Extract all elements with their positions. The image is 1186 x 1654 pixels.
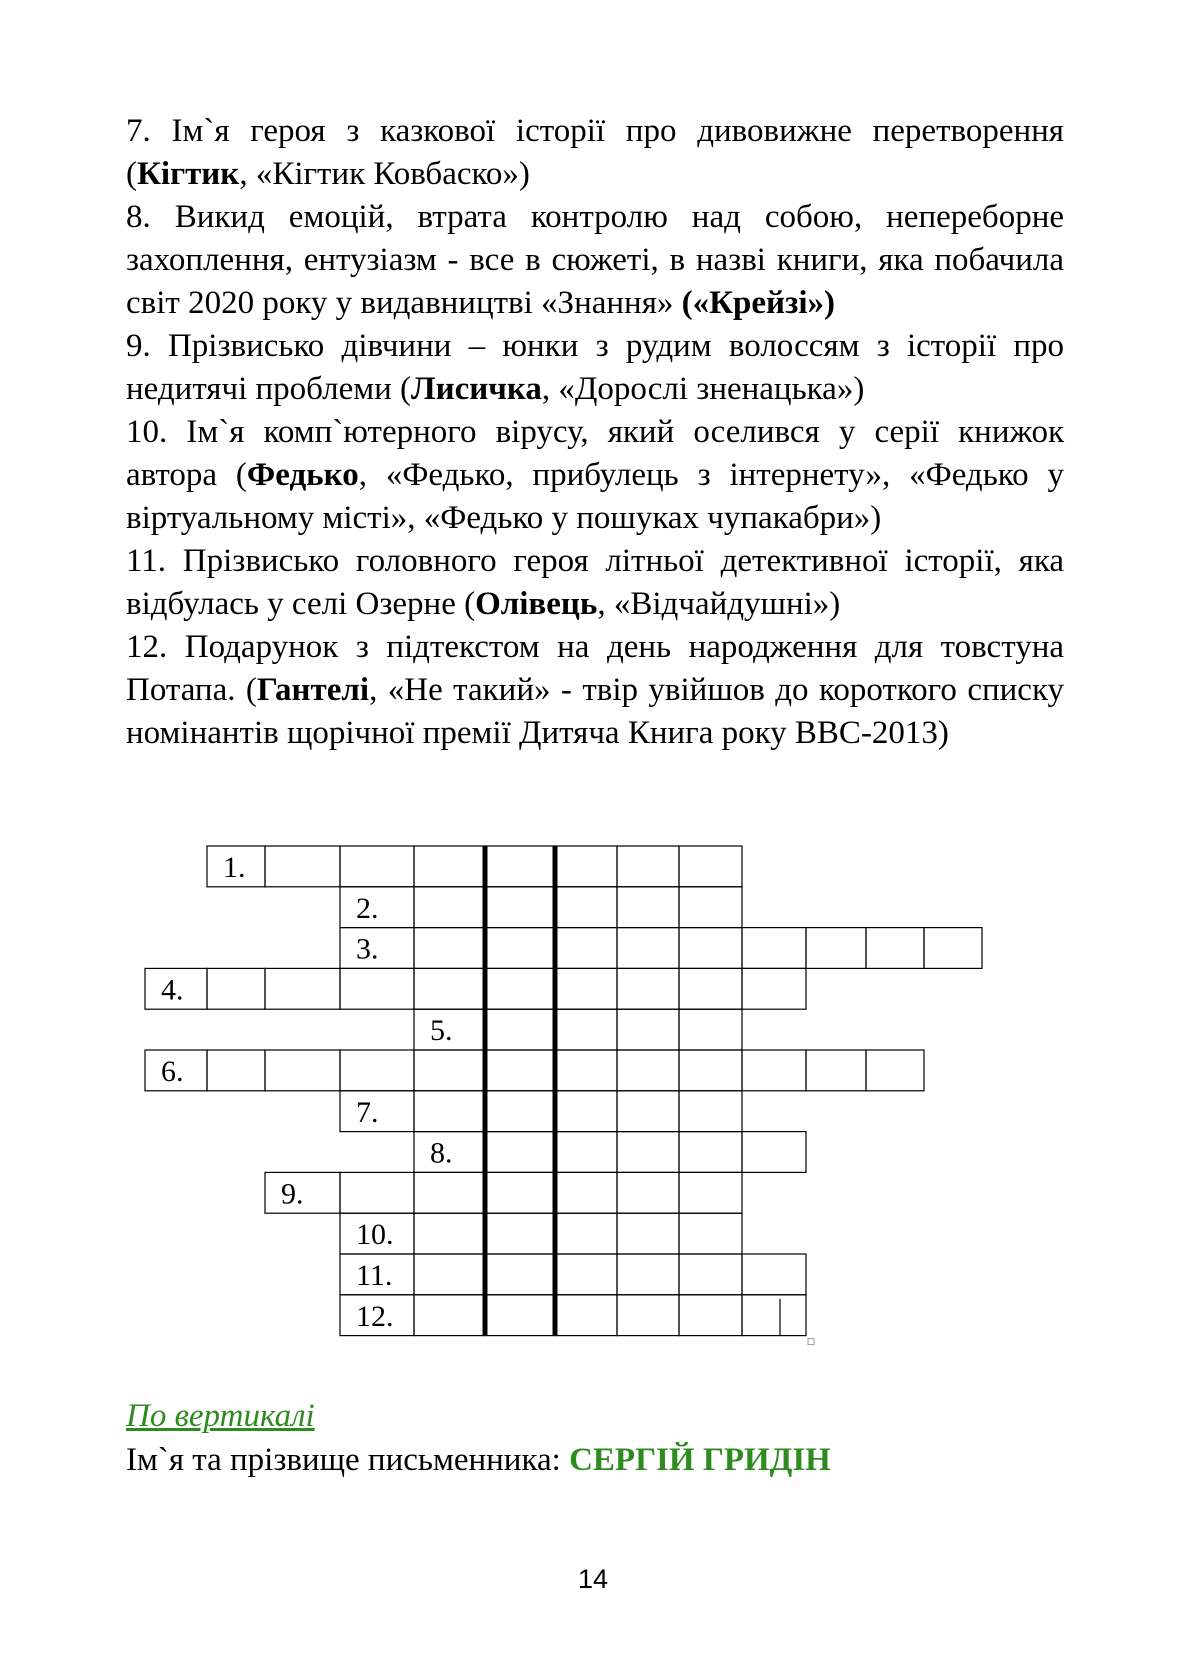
crossword-cell xyxy=(555,1172,617,1213)
crossword-cell xyxy=(679,928,742,969)
crossword-cell xyxy=(485,1213,555,1254)
vertical-clue xyxy=(126,1442,831,1479)
crossword-cell xyxy=(555,1050,617,1091)
crossword-cell xyxy=(555,1091,617,1132)
crossword-cell xyxy=(679,887,742,928)
crossword-cell xyxy=(414,928,485,969)
crossword-cell xyxy=(866,1050,924,1091)
clue-9: 9. Прізвисько дівчини – юнки з рудим волоссям з історії про недитячі проблеми (Лисичка, «Дорослі зненацька») xyxy=(126,328,1064,407)
crossword-cell xyxy=(485,1295,555,1336)
crossword-cell xyxy=(742,1254,806,1295)
crossword-cell xyxy=(679,1132,742,1173)
crossword-row-number: 12. xyxy=(356,1299,394,1333)
crossword-cell xyxy=(414,968,485,1009)
crossword-cell xyxy=(742,968,806,1009)
crossword-cell xyxy=(555,1213,617,1254)
clue-10: 10. Ім`я комп`ютерного вірусу, який оселився у серії книжок автора (Федько, «Федько, прибулець з інтернету», «Федько у віртуальному місті», «Федько у пошуках чупакабри») xyxy=(126,414,1064,536)
crossword-row-number: 3. xyxy=(356,932,379,966)
crossword-cell xyxy=(485,887,555,928)
crossword-cell xyxy=(866,928,924,969)
crossword-cell xyxy=(679,1172,742,1213)
crossword-row-number: 11. xyxy=(356,1259,393,1292)
crossword-cell xyxy=(414,1050,485,1091)
crossword-cell xyxy=(679,1254,742,1295)
clue-11: 11. Прізвисько головного героя літньої детективної історії, яка відбулась у селі Озерне (Олівець, «Відчайдушні») xyxy=(126,543,1064,622)
crossword-cell xyxy=(414,846,485,887)
vertical-heading: По вертикалі xyxy=(126,1398,315,1434)
crossword-row-number: 5. xyxy=(430,1014,453,1048)
crossword-cell xyxy=(617,1050,679,1091)
crossword-cell xyxy=(340,1172,414,1213)
crossword-cell xyxy=(485,1091,555,1132)
crossword-cell xyxy=(414,1295,485,1336)
clue-12: 12. Подарунок з підтекстом на день народження для товстуна Потапа. (Гантелі, «Не такий» - твір увійшов до короткого списку номінантів щорічної премії Дитяча Книга року ВВС-2013) xyxy=(126,629,1065,751)
clue-answer: Федько xyxy=(246,457,359,493)
crossword-cell xyxy=(485,1172,555,1213)
crossword-cell xyxy=(414,1091,485,1132)
crossword-cell xyxy=(679,968,742,1009)
clue-answer: Гантелі xyxy=(256,672,370,708)
crossword-row-number: 8. xyxy=(430,1136,453,1170)
clue-8: 8. Викид емоцій, втрата контролю над собою, непереборне захоплення, ентузіазм - все в сюжеті, в назві книги, яка побачила світ 2020 року у видавництві «Знання» («Крейзі») xyxy=(126,199,1064,321)
crossword-cell xyxy=(555,928,617,969)
crossword-cell xyxy=(924,928,982,969)
crossword-cell xyxy=(485,1009,555,1050)
crossword-cell xyxy=(555,846,617,887)
crossword-row-number: 2. xyxy=(356,891,379,925)
crossword-cell xyxy=(617,887,679,928)
clue-answer: («Крейзі») xyxy=(681,285,835,321)
crossword-cell xyxy=(617,1132,679,1173)
page-number: 14 xyxy=(577,1564,609,1594)
clue-answer: Олівець xyxy=(475,586,598,622)
clue-answer: Лисичка xyxy=(411,371,542,407)
crossword-cell xyxy=(742,1050,806,1091)
crossword-row-number: 9. xyxy=(281,1177,304,1211)
crossword-cell xyxy=(617,968,679,1009)
crossword-cell xyxy=(340,846,414,887)
clue-7: 7. Ім`я героя з казкової історії про дивовижне перетворення (Кігтик, «Кігтик Ковбаско») xyxy=(126,113,1064,192)
crossword-cell xyxy=(265,846,340,887)
crossword-cell xyxy=(679,1050,742,1091)
crossword-cell xyxy=(485,846,555,887)
crossword-cell xyxy=(742,1295,806,1336)
crossword-row-number: 1. xyxy=(223,851,246,884)
vertical-prompt: Ім`я та прізвище письменника: xyxy=(126,1442,570,1478)
crossword-row-number: 6. xyxy=(161,1055,184,1088)
crossword-cell xyxy=(617,928,679,969)
crossword-cell xyxy=(414,887,485,928)
crossword-cell xyxy=(340,1050,414,1091)
crossword-row-number: 7. xyxy=(356,1095,379,1129)
crossword-cell xyxy=(617,1009,679,1050)
crossword-cell xyxy=(679,1091,742,1132)
crossword-cell xyxy=(742,1132,806,1173)
crossword-cell xyxy=(679,1295,742,1336)
table-resize-handle xyxy=(808,1339,814,1345)
crossword-cell xyxy=(485,968,555,1009)
crossword-cell xyxy=(617,1213,679,1254)
crossword-cell xyxy=(555,1132,617,1173)
crossword-cell xyxy=(265,1050,340,1091)
crossword-cell xyxy=(485,1132,555,1173)
crossword-cell xyxy=(555,887,617,928)
crossword-cell xyxy=(414,1213,485,1254)
crossword-row-number: 10. xyxy=(356,1218,394,1252)
crossword-cell xyxy=(485,1254,555,1295)
crossword-cell xyxy=(806,1050,866,1091)
crossword-cell xyxy=(555,1295,617,1336)
crossword-cell xyxy=(555,1254,617,1295)
crossword-cell xyxy=(742,928,806,969)
crossword-cell xyxy=(485,1050,555,1091)
crossword-cell xyxy=(679,1009,742,1050)
crossword-cell xyxy=(617,1254,679,1295)
crossword-cell xyxy=(265,968,340,1009)
crossword-cell xyxy=(806,928,866,969)
clue-answer: Кігтик xyxy=(137,156,240,192)
crossword-cell xyxy=(555,968,617,1009)
crossword-cell xyxy=(414,1254,485,1295)
crossword-cell xyxy=(617,1091,679,1132)
crossword-cell xyxy=(679,1213,742,1254)
crossword-cell xyxy=(679,846,742,887)
crossword-cell xyxy=(617,1172,679,1213)
crossword-cell xyxy=(207,1050,265,1091)
crossword-cell xyxy=(207,968,265,1009)
crossword-cell xyxy=(340,968,414,1009)
vertical-answer: СЕРГІЙ ГРИДІН xyxy=(569,1442,831,1478)
crossword-cell xyxy=(555,1009,617,1050)
crossword-cell xyxy=(414,1172,485,1213)
crossword-cell xyxy=(617,846,679,887)
crossword-row-number: 4. xyxy=(161,973,184,1007)
crossword-cell xyxy=(485,928,555,969)
crossword-cell xyxy=(617,1295,679,1336)
